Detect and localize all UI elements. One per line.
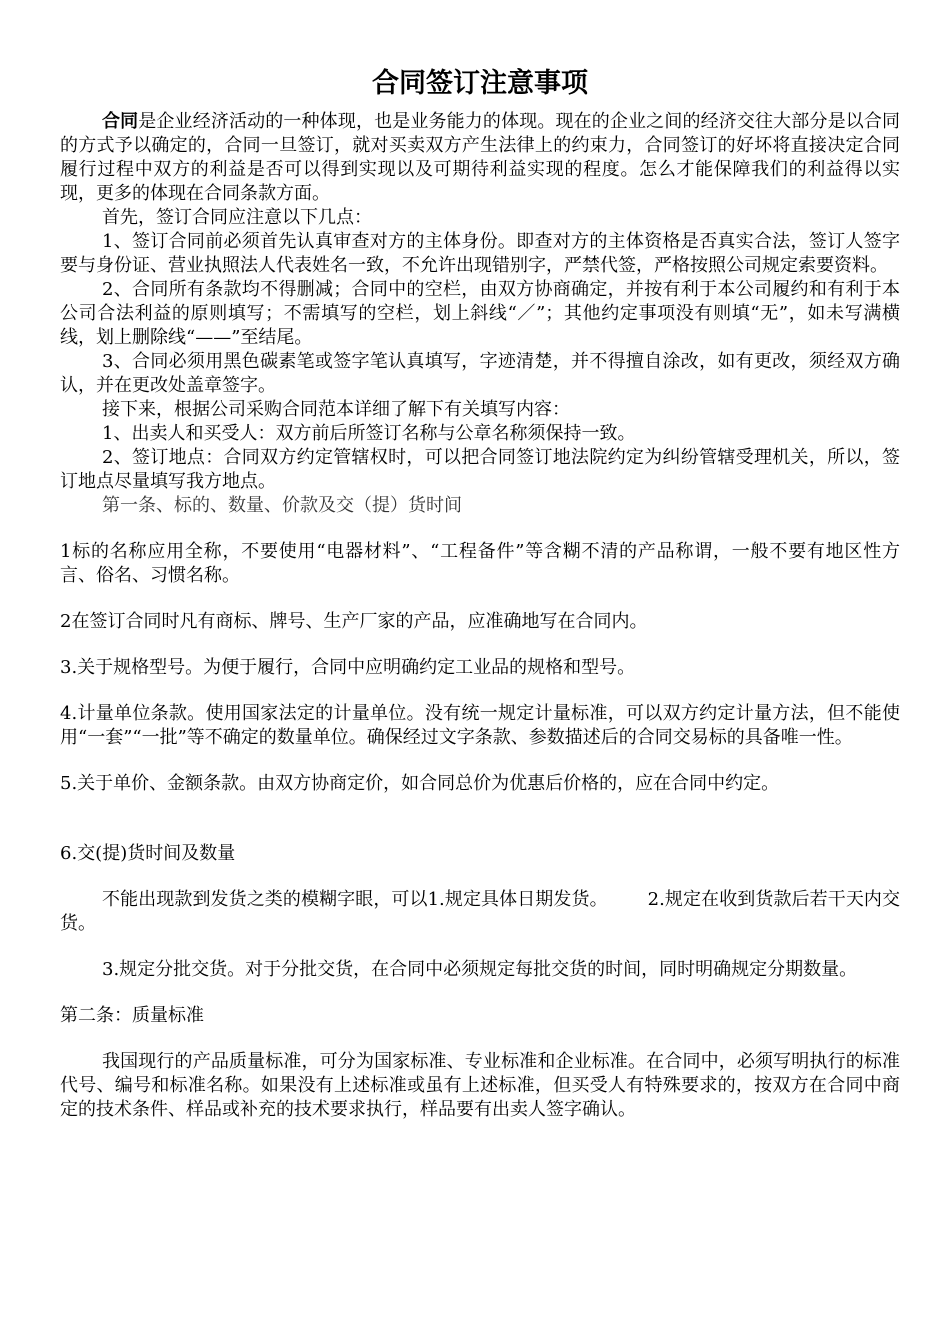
fill-item-1: 1、出卖人和买受人：双方前后所签订名称与公章名称须保持一致。 — [102, 423, 636, 444]
fill-item-2: 2、签订地点：合同双方约定管辖权时，可以把合同签订地法院约定为纠纷管辖受理机关，所以，签订地点尽量填写我方地点。 — [60, 447, 900, 492]
item6-text-a: 不能出现款到发货之类的模糊字眼，可以1.规定具体日期发货。 — [102, 889, 608, 910]
article1-item-6-heading: 6.交(提)货时间及数量 — [60, 843, 236, 864]
article2-heading: 第二条：质量标准 — [60, 1005, 204, 1026]
article1-item-1: 1标的名称应用全称，不要使用“电器材料”、“工程备件”等含糊不清的产品称谓，一般不要有地区性方言、俗名、习惯名称。 — [60, 541, 900, 586]
next-heading: 接下来，根据公司采购合同范本详细了解下有关填写内容： — [102, 399, 570, 420]
document-page — [60, 64, 900, 1122]
article1-item-2: 2在签订合同时凡有商标、牌号、生产厂家的产品，应准确地写在合同内。 — [60, 611, 648, 632]
page-title: 合同签订注意事项 — [372, 68, 588, 99]
article1-item-4: 4.计量单位条款。使用国家法定的计量单位。没有统一规定计量标准，可以双方约定计量方法，但不能使用“一套”“一批”等不确定的数量单位。确保经过文字条款、参数描述后的合同交易标的具备唯一性。 — [60, 703, 900, 748]
article1-heading: 第一条、标的、数量、价款及交（提）货时间 — [102, 495, 462, 516]
first-heading: 首先，签订合同应注意以下几点： — [102, 207, 372, 228]
article1-item-6-text — [60, 888, 900, 936]
intro-text: 是企业经济活动的一种体现，也是业务能力的体现。现在的企业之间的经济交往大部分是以合同的方式予以确定的，合同一旦签订，就对买卖双方产生法律上的约束力，合同签订的好坏将直接决定合同履行过程中双方的利益是否可以得到实现以及可期待利益实现的程度。怎么才能保障我们的利益得以实现，更多的体现在合同条款方面。 — [60, 111, 900, 204]
intro-lead: 合同 — [102, 111, 139, 132]
item6-text-b: 2.规定在收到货款后若干天内交货。 — [60, 889, 900, 934]
intro-paragraph — [60, 110, 900, 206]
article1-item-3: 3.关于规格型号。为便于履行，合同中应明确约定工业品的规格和型号。 — [60, 657, 636, 678]
point-1: 1、签订合同前必须首先认真审查对方的主体身份。即查对方的主体资格是否真实合法，签订人签字要与身份证、营业执照法人代表姓名一致，不允许出现错别字，严禁代签，严格按照公司规定索要资料。 — [60, 231, 900, 276]
point-2: 2、合同所有条款均不得删减；合同中的空栏，由双方协商确定，并按有利于本公司履约和有利于本公司合法利益的原则填写；不需填写的空栏，划上斜线“／”；其他约定事项没有则填“无”，如未写满横线，划上删除线“——”至结尾。 — [60, 279, 900, 348]
article1-item-6-text-c: 3.规定分批交货。对于分批交货，在合同中必须规定每批交货的时间，同时明确规定分期数量。 — [102, 959, 858, 980]
article1-item-5: 5.关于单价、金额条款。由双方协商定价，如合同总价为优惠后价格的，应在合同中约定。 — [60, 773, 780, 794]
point-3: 3、合同必须用黑色碳素笔或签字笔认真填写，字迹清楚，并不得擅自涂改，如有更改，须经双方确认，并在更改处盖章签字。 — [60, 351, 900, 396]
article2-text: 我国现行的产品质量标准，可分为国家标准、专业标准和企业标准。在合同中，必须写明执行的标准代号、编号和标准名称。如果没有上述标准或虽有上述标准，但买受人有特殊要求的，按双方在合同中商定的技术条件、样品或补充的技术要求执行，样品要有出卖人签字确认。 — [60, 1051, 900, 1120]
